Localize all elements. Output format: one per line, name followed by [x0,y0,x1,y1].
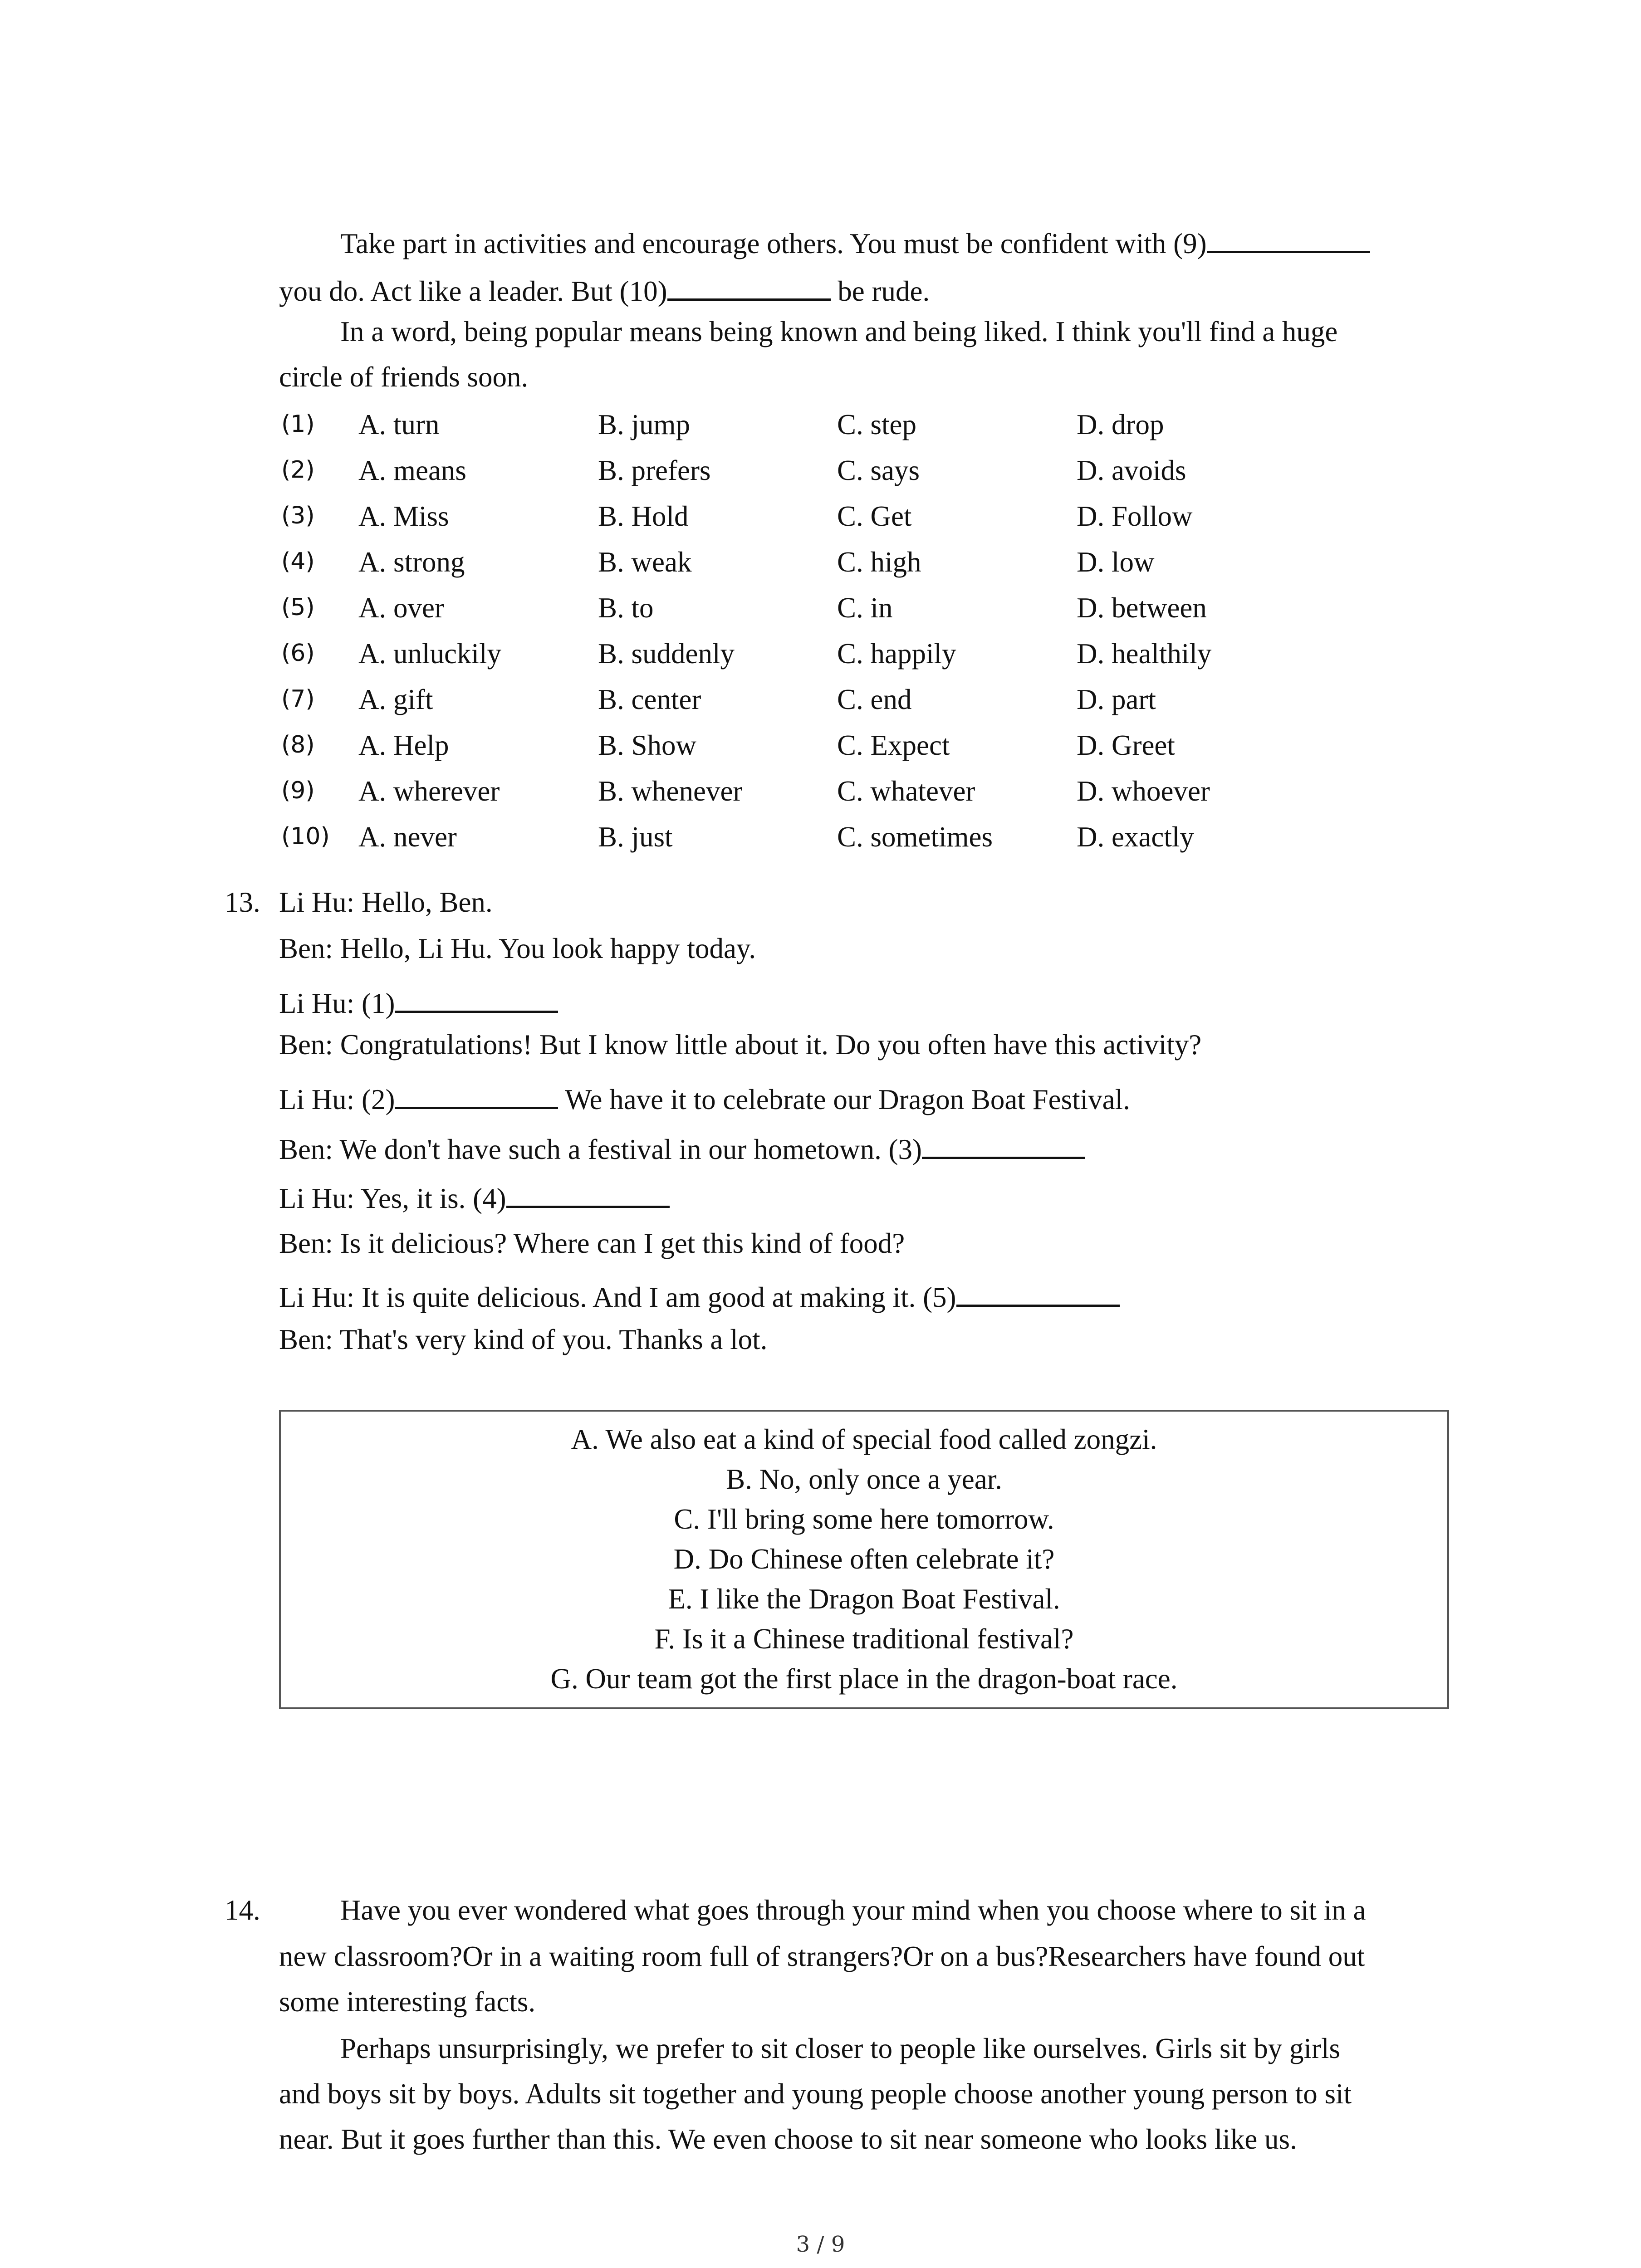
choice-item: E. I like the Dragon Boat Festival. [668,1583,1060,1615]
answer-blank [956,1278,1120,1307]
option-b: B. center [598,684,701,715]
option-c: C. says [837,455,920,486]
option-c: C. sometimes [837,821,993,853]
option-number: (8) [281,731,315,758]
dialogue-text: Li Hu: (1) [279,987,395,1019]
answer-blank [922,1130,1085,1159]
dialogue-line [279,1229,905,1258]
option-c: C. in [837,592,893,624]
option-d: D. part [1077,684,1156,715]
dialogue-line [279,934,756,963]
passage-line [279,272,930,306]
dialogue-line [279,1278,1120,1312]
option-a: A. Miss [358,500,449,532]
option-c: C. Expect [837,729,950,761]
dialogue-text: Li Hu: Hello, Ben. [279,886,493,918]
option-d: D. between [1077,592,1207,624]
dialogue-line [279,1130,1085,1164]
passage-line: circle of friends soon. [279,361,529,393]
option-b: B. weak [598,546,692,578]
option-number: (5) [281,594,315,621]
option-a: A. wherever [358,775,500,807]
dialogue-text: We have it to celebrate our Dragon Boat Festival. [558,1084,1130,1115]
dialogue-text: Ben: That's very kind of you. Thanks a lot. [279,1324,768,1355]
question-number: 13. [225,886,260,918]
choice-item: B. No, only once a year. [726,1463,1002,1495]
option-c: C. Get [837,500,912,532]
option-a: A. never [358,821,457,853]
answer-blank [395,984,558,1013]
option-c: C. happily [837,638,956,670]
choice-item: A. We also eat a kind of special food called zongzi. [571,1423,1157,1455]
option-number: (6) [281,640,315,667]
option-a: A. unluckily [358,638,501,670]
dialogue-line [279,984,558,1018]
choice-item: D. Do Chinese often celebrate it? [673,1543,1055,1575]
option-d: D. Follow [1077,500,1193,532]
dialogue-line [279,1325,767,1354]
dialogue-text: Li Hu: It is quite delicious. And I am good at making it. (5) [279,1281,956,1313]
option-b: B. just [598,821,673,853]
option-b: B. suddenly [598,638,735,670]
dialogue-text: Ben: Is it delicious? Where can I get this kind of food? [279,1227,905,1259]
option-d: D. low [1077,546,1155,578]
dialogue-text: Ben: Congratulations! But I know little about it. Do you often have this activity? [279,1029,1202,1061]
option-number: (3) [281,502,315,529]
passage-line: and boys sit by boys. Adults sit together and young people choose another young person to sit [279,2078,1352,2110]
option-d: D. avoids [1077,455,1186,486]
option-number: (1) [281,411,315,438]
dialogue-line [279,1031,1201,1059]
option-number: (4) [281,548,315,575]
page-number: 3 / 9 [796,2232,845,2257]
answer-blank [667,272,831,301]
option-a: A. strong [358,546,465,578]
option-number: (10) [281,823,330,850]
option-c: C. high [837,546,921,578]
dialogue-text: Li Hu: (2) [279,1084,395,1115]
dialogue-line [279,888,493,917]
option-a: A. over [358,592,444,624]
dialogue-text: Li Hu: Yes, it is. (4) [279,1183,506,1214]
passage-line: Have you ever wondered what goes through your mind when you choose where to sit in a [340,1894,1366,1926]
passage-line: new classroom?Or in a waiting room full of strangers?Or on a bus?Researchers have found out [279,1941,1365,1972]
passage-text: Take part in activities and encourage others. You must be confident with (9) [340,228,1207,259]
option-c: C. whatever [837,775,975,807]
option-number: (9) [281,777,315,804]
question-number: 14. [225,1894,260,1926]
option-d: D. healthily [1077,638,1212,670]
dialogue-text: Ben: Hello, Li Hu. You look happy today. [279,933,756,964]
option-b: B. whenever [598,775,743,807]
passage-line: In a word, being popular means being known and being liked. I think you'll find a huge [340,316,1338,347]
option-d: D. Greet [1077,729,1175,761]
passage-line: Perhaps unsurprisingly, we prefer to sit closer to people like ourselves. Girls sit by girls [340,2033,1341,2064]
option-b: B. Hold [598,500,689,532]
choice-item: G. Our team got the first place in the dragon-boat race. [550,1663,1178,1695]
answer-blank [506,1179,670,1208]
passage-line [340,225,1370,258]
dialogue-line [279,1080,1130,1114]
option-c: C. step [837,409,917,440]
answer-blank [1207,225,1370,253]
dialogue-line [279,1179,670,1213]
option-c: C. end [837,684,912,715]
option-b: B. prefers [598,455,711,486]
passage-text: you do. Act like a leader. But (10) [279,275,667,307]
option-b: B. Show [598,729,697,761]
option-d: D. exactly [1077,821,1194,853]
dialogue-text: Ben: We don't have such a festival in our hometown. (3) [279,1134,922,1165]
option-a: A. gift [358,684,433,715]
option-d: D. drop [1077,409,1164,440]
passage-line: some interesting facts. [279,1986,536,2018]
passage-line: near. But it goes further than this. We even choose to sit near someone who looks like us. [279,2123,1297,2155]
option-a: A. turn [358,409,440,440]
option-b: B. jump [598,409,691,440]
answer-blank [395,1080,558,1109]
choice-item: F. Is it a Chinese traditional festival? [654,1623,1074,1655]
option-b: B. to [598,592,654,624]
option-number: (2) [281,456,315,484]
choice-item: C. I'll bring some here tomorrow. [674,1503,1054,1535]
option-number: (7) [281,685,315,713]
passage-text: be rude. [830,275,930,307]
choices-box [279,1410,1449,1709]
option-d: D. whoever [1077,775,1210,807]
option-a: A. Help [358,729,449,761]
option-a: A. means [358,455,466,486]
